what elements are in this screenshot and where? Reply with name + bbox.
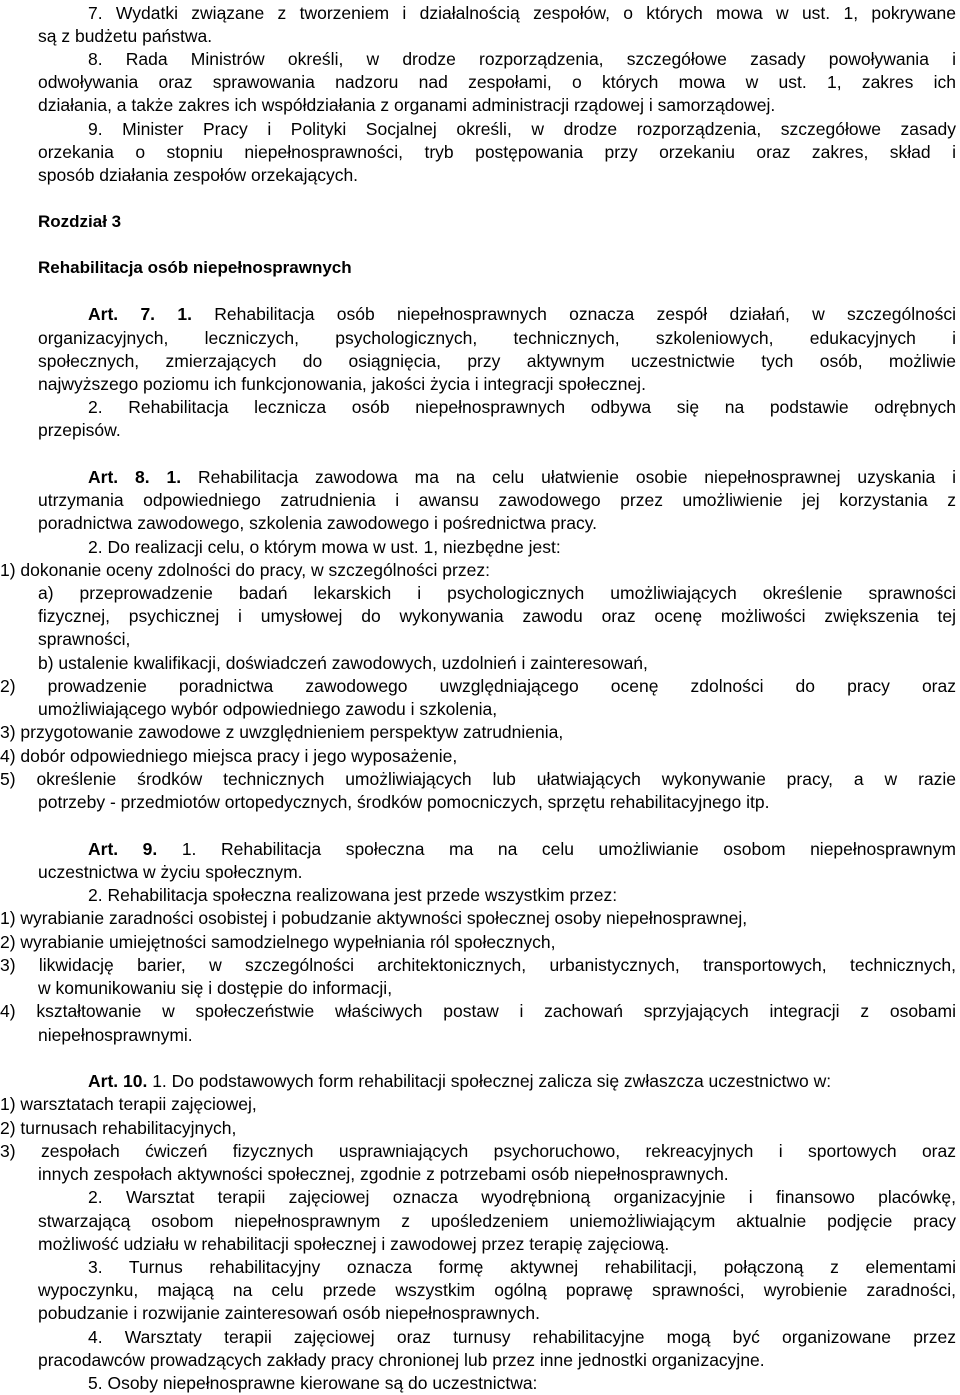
text-line: działania, a także zakres ich współdziałania z organami administracji rządowej i samorządowej. [38, 95, 776, 115]
text-line: stwarzającą osobom niepełnosprawnym z upośledzeniem uniemożliwiającym aktualnie podjęcie pracy [38, 1211, 956, 1231]
article-number: Art. 9. [88, 839, 158, 859]
text-line: 3. Turnus rehabilitacyjny oznacza formę aktywnej rehabilitacji, połączoną z elementami [88, 1257, 956, 1277]
text-line: 4) kształtowanie w społeczeństwie właściwych postaw i zachowań sprzyjających integracji z osobami [0, 1001, 956, 1021]
text-line: 3) zespołach ćwiczeń fizycznych usprawniających psychoruchowo, rekreacyjnych i sportowych oraz [0, 1141, 956, 1161]
text-line: b) ustalenie kwalifikacji, doświadczeń zawodowych, uzdolnień i zainteresowań, [38, 653, 648, 673]
text-line: innych zespołach aktywności społecznej, zgodnie z potrzebami osób niepełnosprawnych. [38, 1164, 729, 1184]
text-line: 2) prowadzenie poradnictwa zawodowego uwzględniającego ocenę zdolności do pracy oraz [0, 676, 956, 696]
text-line: 4. Warsztaty terapii zajęciowej oraz turnusy rehabilitacyjne mogą być organizowane przez [88, 1327, 956, 1347]
text-line: 7. Wydatki związane z tworzeniem i działalnością zespołów, o których mowa w ust. 1, pokrywane [88, 3, 956, 23]
text-line: Art. 10. 1. Do podstawowych form rehabilitacji społecznej zalicza się zwłaszcza uczestnictwo w: [88, 1071, 832, 1091]
article-number: Art. 7. 1. [88, 304, 192, 324]
text-line: niepełnosprawnymi. [38, 1025, 193, 1045]
text-line: 2) turnusach rehabilitacyjnych, [0, 1118, 237, 1138]
text-line: w komunikowaniu się i dostępie do informacji, [38, 978, 393, 998]
text-line: poradnictwa zawodowego, szkolenia zawodowego i pośrednictwa pracy. [38, 513, 598, 533]
text-line: pobudzanie i rozwijanie zainteresowań osób niepełnosprawnych. [38, 1303, 540, 1323]
text-line: 5) określenie środków technicznych umożliwiających lub ułatwiających wykonywanie pracy, a w razie [0, 769, 956, 789]
text-line: 1) wyrabianie zaradności osobistej i pobudzanie aktywności społecznej osoby niepełnosprawnej, [0, 908, 748, 928]
text-line: 2) wyrabianie umiejętności samodzielnego wypełniania ról społecznych, [0, 932, 556, 952]
text-line: 2. Rehabilitacja lecznicza osób niepełnosprawnych odbywa się na podstawie odrębnych [88, 397, 956, 417]
text-line: najwyższego poziomu ich funkcjonowania, jakości życia i integracji społecznej. [38, 374, 646, 394]
text-line: a) przeprowadzenie badań lekarskich i psychologicznych umożliwiających określenie sprawności [38, 583, 956, 603]
text-line: odwoływania oraz sprawowania nadzoru nad zespołami, o których mowa w ust. 1, zakres ich [38, 72, 956, 92]
text-line: Art. 8. 1. Rehabilitacja zawodowa ma na celu ułatwienie osobie niepełnosprawnej uzyskania i [88, 467, 956, 487]
text-line: Art. 9. 1. Rehabilitacja społeczna ma na celu umożliwianie osobom niepełnosprawnym [88, 839, 956, 859]
heading-line: Rehabilitacja osób niepełnosprawnych [38, 258, 352, 277]
text-line: wypoczynku, mającą na celu przede wszystkim ogólną poprawę sprawności, wyrobienie zaradności, [38, 1280, 956, 1300]
text-line: 9. Minister Pracy i Polityki Socjalnej określi, w drodze rozporządzenia, szczegółowe zasady [88, 119, 956, 139]
text-line: są z budżetu państwa. [38, 26, 213, 46]
text-line: potrzeby - przedmiotów ortopedycznych, środków pomocniczych, sprzętu rehabilitacyjnego itp. [38, 792, 770, 812]
text-line: fizycznej, psychicznej i umysłowej do wykonywania zawodu oraz ocenę możliwości zwiększenia tej [38, 606, 956, 626]
text-line: utrzymania odpowiedniego zatrudnienia i awansu zawodowego przez umożliwienie jej korzystania z [38, 490, 956, 510]
article-number: Art. 10. [88, 1071, 148, 1091]
text-line: społecznych, zmierzających do osiągnięcia, przy aktywnym uczestnictwie tych osób, możliwie [38, 351, 956, 371]
text-line: Art. 7. 1. Rehabilitacja osób niepełnosprawnych oznacza zespół działań, w szczególności [88, 304, 956, 324]
text-line: przepisów. [38, 420, 121, 440]
text-line: 2. Do realizacji celu, o którym mowa w ust. 1, niezbędne jest: [88, 537, 561, 557]
text-line: 3) przygotowanie zawodowe z uwzględnieniem perspektyw zatrudnienia, [0, 722, 564, 742]
text-line: sprawności, [38, 629, 131, 649]
text-line: 1) dokonanie oceny zdolności do pracy, w szczególności przez: [0, 560, 490, 580]
text-line: orzekania o stopniu niepełnosprawności, tryb postępowania przy orzekaniu oraz zakres, skład i [38, 142, 956, 162]
text-line: 2. Warsztat terapii zajęciowej oznacza wyodrębnioną organizacyjnie i finansowo placówkę, [88, 1187, 956, 1207]
text-line: 8. Rada Ministrów określi, w drodze rozporządzenia, szczegółowe zasady powoływania i [88, 49, 956, 69]
text-line: 4) dobór odpowiedniego miejsca pracy i jego wyposażenie, [0, 746, 458, 766]
text-line: 2. Rehabilitacja społeczna realizowana jest przede wszystkim przez: [88, 885, 618, 905]
text-line: organizacyjnych, leczniczych, psychologicznych, technicznych, szkoleniowych, edukacyjnych i [38, 328, 956, 348]
text-line: 3) likwidację barier, w szczególności architektonicznych, urbanistycznych, transportowych, technicznych, [0, 955, 956, 975]
text-line: sposób działania zespołów orzekających. [38, 165, 359, 185]
text-line: 1) warsztatach terapii zajęciowej, [0, 1094, 257, 1114]
text-line: 5. Osoby niepełnosprawne kierowane są do uczestnictwa: [88, 1373, 538, 1393]
heading-line: Rozdział 3 [38, 212, 122, 231]
text-line: pracodawców prowadzących zakłady pracy chronionej lub przez inne jednostki organizacyjne. [38, 1350, 765, 1370]
text-line: umożliwiającego wybór odpowiedniego zawodu i szkolenia, [38, 699, 498, 719]
text-line: możliwość udziału w rehabilitacji społecznej i zawodowej przez terapię zajęciową. [38, 1234, 670, 1254]
text-line: uczestnictwa w życiu społecznym. [38, 862, 303, 882]
article-number: Art. 8. 1. [88, 467, 182, 487]
